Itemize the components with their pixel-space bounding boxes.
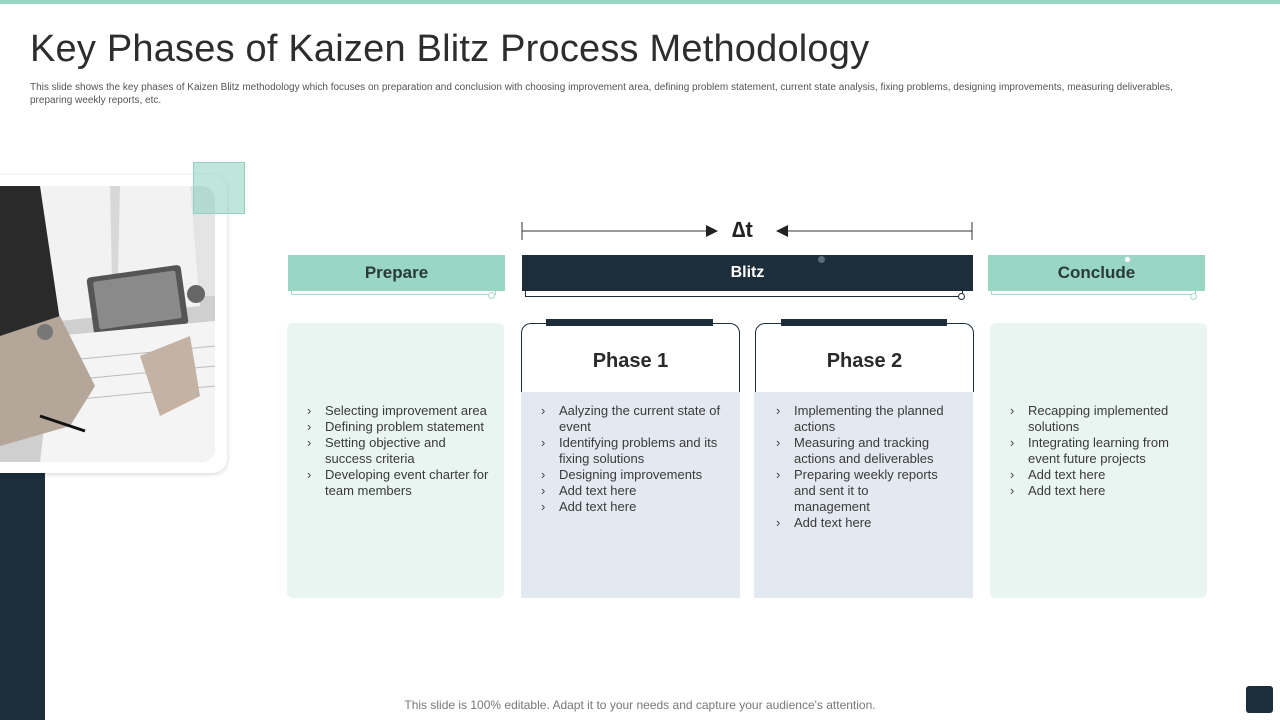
top-accent-bar xyxy=(0,0,1280,4)
delta-t-timeline xyxy=(520,216,974,246)
corner-nav-button[interactable] xyxy=(1246,686,1273,713)
list-item: › Preparing weekly reports and sent it to management xyxy=(774,467,944,515)
list-item: › Setting objective and success criteria xyxy=(305,435,495,467)
list-item: › Defining problem statement xyxy=(305,419,495,435)
list-item: › Selecting improvement area xyxy=(305,403,495,419)
list-item: › Developing event charter for team members xyxy=(305,467,495,499)
phase1-tab xyxy=(546,319,713,326)
conclude-header-top-dot xyxy=(1124,256,1131,263)
slide-title: Key Phases of Kaizen Blitz Process Methodology xyxy=(30,28,870,70)
list-item: › Add text here xyxy=(1008,467,1193,483)
list-item: › Identifying problems and its fixing solutions xyxy=(539,435,724,467)
prepare-list xyxy=(305,403,495,499)
list-item: › Add text here xyxy=(1008,483,1193,499)
phase2-title-box xyxy=(755,323,974,392)
list-item: › Add text here xyxy=(539,483,724,499)
list-item: › Aalyzing the current state of event xyxy=(539,403,724,435)
phase2-title: Phase 2 xyxy=(826,350,903,372)
phase2-list xyxy=(774,403,944,531)
delta-t-label: ∆t xyxy=(732,217,753,242)
blitz-header-top-dot xyxy=(818,256,825,263)
blitz-header-dot xyxy=(958,293,965,300)
list-item: › Add text here xyxy=(774,515,944,531)
phase1-title-box xyxy=(521,323,740,392)
list-item: › Recapping implemented solutions xyxy=(1008,403,1193,435)
list-item: › Implementing the planned actions xyxy=(774,403,944,435)
conclude-list xyxy=(1008,403,1193,499)
conclude-header: Conclude xyxy=(988,255,1205,291)
prepare-header-dot xyxy=(488,292,495,299)
business-photo xyxy=(0,186,215,462)
list-item: › Add text here xyxy=(539,499,724,515)
conclude-header-dot xyxy=(1190,293,1197,300)
prepare-header: Prepare xyxy=(288,255,505,291)
list-item: › Measuring and tracking actions and deliverables xyxy=(774,435,944,467)
slide-footer: This slide is 100% editable. Adapt it to your needs and capture your audience's attention. xyxy=(404,698,876,712)
decorative-teal-square xyxy=(193,162,245,214)
blitz-header: Blitz xyxy=(522,255,973,291)
slide-subtitle: This slide shows the key phases of Kaizen Blitz methodology which focuses on preparation and conclusion with choosing improvement area, defining problem statement, current state analysis, fixing problems, designing improvements, measuring deliverables, preparing weekly reports, etc. xyxy=(30,82,1173,106)
list-item: › Designing improvements xyxy=(539,467,724,483)
phase1-list xyxy=(539,403,724,515)
phase2-tab xyxy=(781,319,947,326)
phase1-title: Phase 1 xyxy=(592,350,669,372)
list-item: › Integrating learning from event future projects xyxy=(1008,435,1193,467)
